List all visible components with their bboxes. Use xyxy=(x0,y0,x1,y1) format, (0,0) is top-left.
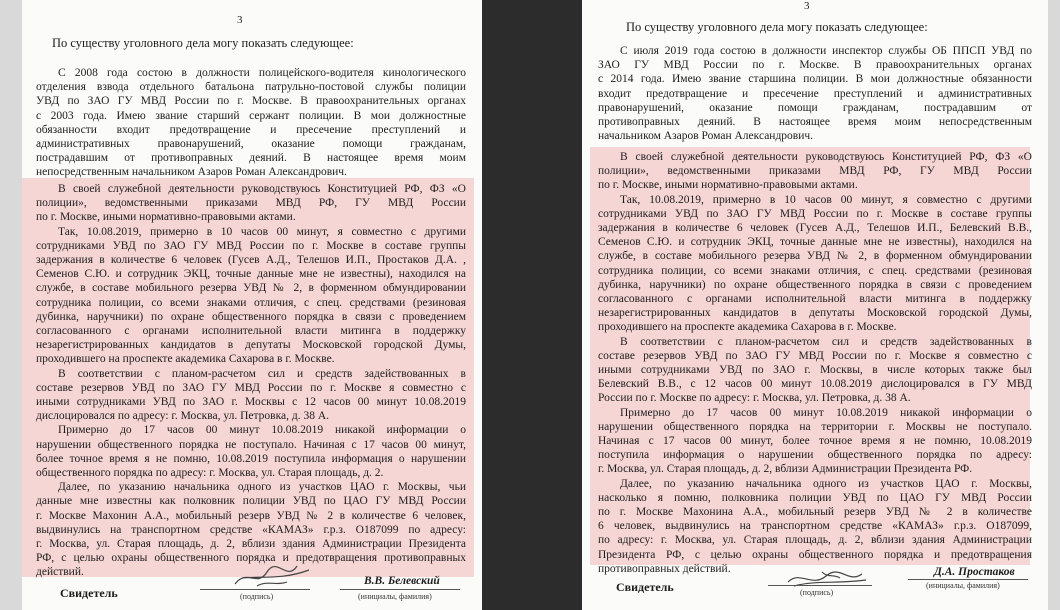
text-line: выдвинулись на транспортном средстве «КАМАЗ» г.р.з. О187099 по адресу: xyxy=(36,523,466,536)
text-line: противоправных деяний. В настоящее время моим непосредственным xyxy=(598,116,1032,129)
text-line: Далее, по указанию начальника одного из участков ЦАО г. Москвы, чьи xyxy=(58,481,466,494)
text-line: дубинка, наручники) по охране общественного порядка в связи с проведением xyxy=(598,278,1032,291)
text-line: Начиная с 17 часов 00 минут, более точное время я не помню, 10.08.2019 xyxy=(598,435,1032,448)
text-line: Так, 10.08.2019, примерно в 10 часов 00 минут, я совместно с другими xyxy=(58,225,466,238)
witness-label: Свидетель xyxy=(616,580,674,594)
text-line: службе, в составе мобильного резерва УВД № 2, в форменном обмундировании xyxy=(598,250,1032,263)
text-line: дислоцировался по адресу: г. Москва, ул. Петровка, д. 38 А. xyxy=(36,410,330,423)
text-line: Семенов С.Ю. и сотрудник ЭКЦ, точные данные мне не известны), находился на xyxy=(36,268,466,281)
text-line: В соответствии с планом-расчетом сил и средств задействованных в xyxy=(58,367,466,380)
text-line: нарушении общественного порядка на территории г. Москвы не поступало. xyxy=(598,420,1032,433)
text-line: России по г. Москве по адресу: г. Москва, ул. Петровка, д. 38 А. xyxy=(598,392,911,405)
text-line: насколько я помню, полковника полиции УВД по ЦАО ГУ МВД России xyxy=(598,491,1032,504)
viewer-background-left xyxy=(0,0,22,610)
text-line: более точное время я не помню, 10.08.2019 поступила информация о нарушении xyxy=(36,452,466,465)
viewer-background-right xyxy=(1048,0,1060,610)
witness-label: Свидетель xyxy=(60,586,118,600)
highlighted-text-block xyxy=(598,150,1032,576)
text-line: задержания в количестве 6 человек (Гусев А.Д., Телешов И.П., Белевский В.В., xyxy=(598,222,1032,235)
text-line: сотрудниками УВД по ЗАО ГУ МВД России по г. Москве в составе группы xyxy=(598,207,1032,220)
text-line: противоправных действий. xyxy=(598,562,731,575)
text-line: С 2008 года состою в должности полицейского-водителя кинологического xyxy=(58,67,466,79)
text-line: Так, 10.08.2019, примерно в 10 часов 00 минут, я совместно с другими xyxy=(620,193,1032,206)
text-line: РФ, с целью охраны общественного порядка и предотвращения противоправных xyxy=(36,552,466,565)
name-line xyxy=(340,589,460,590)
text-line: иными сотрудниками УВД по ЗАО г. Москвы с 12 часов 00 минут 10.08.2019 xyxy=(36,396,466,409)
top-text-block xyxy=(598,44,1032,143)
text-line: незарегистрированных кандидатов в депутаты Московской городской Думы, xyxy=(36,339,466,352)
text-line: составе резервов УВД по ЗАО ГУ МВД России по г. Москве я совместно с xyxy=(598,349,1032,362)
page-gap xyxy=(482,0,582,610)
top-text-block xyxy=(36,66,466,180)
document-page-right xyxy=(582,0,1048,610)
name-caption: (инициалы, фамилия) xyxy=(358,592,432,601)
text-line: согласованного с органами исполнительной власти митинга в поддержку xyxy=(36,325,466,338)
intro-heading: По существу уголовного дела могу показать следующее: xyxy=(626,20,928,34)
text-line: по г. Москве, иными нормативно-правовыми актами. xyxy=(36,211,296,224)
text-line: с 2014 года. Имею звание старшина полиции. В мои должностные обязанности xyxy=(598,73,1032,86)
text-line: Президента РФ, с целью охраны общественного порядка и предотвращения xyxy=(598,548,1032,561)
text-line: обязанности входит предотвращение и пресечение преступлений и xyxy=(36,123,466,136)
text-line: Семенов С.Ю. и сотрудник ЭКЦ, точные данные мне не известны), находился на xyxy=(598,236,1032,249)
text-line: административных правонарушений, оказание помощи гражданам, xyxy=(36,138,466,151)
text-line: проходившего на проспекте академика Сахарова в г. Москве. xyxy=(36,353,335,366)
signature-caption: (подпись) xyxy=(800,588,834,597)
witness-name: Д.А. Простаков xyxy=(934,566,1015,578)
text-line: по г. Москве Махонина А.А., мобильный резерв УВД № 2 в количестве xyxy=(598,506,1032,519)
text-line: сотрудника полиции, со всеми знаками отличия, с спец. средствами (резиновая xyxy=(36,296,466,309)
text-line: по адресу: г. Москва, ул. Старая площадь, д. 2, вблизи здания Администрации xyxy=(598,534,1032,547)
text-line: входит предотвращение и пресечение преступлений и административных xyxy=(598,87,1032,100)
text-line: УВД по ЗАО ГУ МВД России по г. Москве. В правоохранительных органах xyxy=(36,95,466,108)
text-line: проходившего на проспекте академика Сахарова в г. Москве. xyxy=(598,321,897,334)
text-line: полиции», ведомственными приказами МВД РФ, ГУ МВД России xyxy=(36,197,466,210)
name-line xyxy=(908,579,1028,580)
text-line: незарегистрированных кандидатов в депутаты Московской городской Думы, xyxy=(598,307,1032,320)
text-line: составе резервов УВД по ЗАО ГУ МВД России по г. Москве я совместно с xyxy=(36,381,466,394)
text-line: данные мне известны как полковник полиции УВД по ЦАО ГУ МВД России xyxy=(36,495,466,508)
highlighted-text-block xyxy=(36,182,466,580)
page-number: 3 xyxy=(237,14,243,26)
text-line: Белевский В.В., с 12 часов 00 минут 10.08.2019 дислоцировался в ГУ МВД xyxy=(598,378,1032,391)
text-line: полиции», ведомственными приказами МВД РФ, ГУ МВД России xyxy=(598,165,1032,178)
intro-heading: По существу уголовного дела могу показать следующее: xyxy=(52,36,354,50)
text-line: с 2003 года. Имею звание старший сержант полиции. В мои должностные xyxy=(36,109,466,122)
text-line: сотрудника полиции, со всеми знаками отличия, с спец. средствами (резиновая xyxy=(598,264,1032,277)
text-line: г. Москве Махонин А.А., мобильный резерв УВД № 2 в количестве 6 человек, xyxy=(36,509,466,522)
text-line: действий. xyxy=(36,566,84,579)
text-line: нарушении общественного порядка не поступало. Начиная с 17 часов 00 минут, xyxy=(36,438,466,451)
text-line: по г. Москве, иными нормативно-правовыми актами. xyxy=(598,179,858,192)
text-line: Далее, по указанию начальника одного из участков ЦАО г. Москвы, xyxy=(620,477,1032,490)
document-page-left xyxy=(22,0,482,610)
text-line: В своей служебной деятельности руководствуюсь Конституцией РФ, ФЗ «О xyxy=(620,151,1032,163)
text-line: г. Москва, ул. Старая площадь, д. 2, вблизи здания Администрации Президента xyxy=(36,538,466,551)
page-number: 3 xyxy=(804,0,810,12)
text-line: поступила информация о нарушении общественного порядка по адресу: xyxy=(598,449,1032,462)
signature-line xyxy=(200,589,310,590)
text-line: задержания в количестве 6 человек (Гусев А.Д., Телешов И.П., Простаков Д.А. , xyxy=(36,254,466,267)
witness-name: В.В. Белевский xyxy=(364,575,440,587)
text-line: Примерно до 17 часов 00 минут 10.08.2019 никакой информации о xyxy=(620,406,1032,419)
text-line: непосредственным начальником Азаров Роман Александрович. xyxy=(36,166,347,179)
text-line: согласованного с органами исполнительной власти митинга в поддержку xyxy=(598,293,1032,306)
signature-caption: (подпись) xyxy=(240,592,274,601)
text-line: В соответствии с планом-расчетом сил и средств задействованных в xyxy=(620,335,1032,348)
text-line: отделения взвода отдельного батальона патрульно-постовой службы полиции xyxy=(36,81,466,94)
text-line: пострадавшим от противоправных деяний. В настоящее время моим xyxy=(36,152,466,165)
text-line: иными сотрудниками УВД по ЗАО г. Москвы, в числе которых также был xyxy=(598,364,1032,377)
text-line: правонарушений, оказание помощи гражданам, пострадавшим от xyxy=(598,101,1032,114)
signature-line xyxy=(768,585,872,586)
text-line: Примерно до 17 часов 00 минут 10.08.2019 никакой информации о xyxy=(58,424,466,437)
text-line: ЗАО ГУ МВД России по г. Москве. В правоохранительных органах xyxy=(598,59,1032,72)
text-line: В своей служебной деятельности руководствуюсь Конституцией РФ, ФЗ «О xyxy=(58,183,466,195)
text-line: С июля 2019 года состою в должности инспектор службы ОБ ППСП УВД по xyxy=(620,45,1032,57)
text-line: дубинка, наручники) по охране общественного порядка в связи с проведением xyxy=(36,310,466,323)
text-line: службе, в составе мобильного резерва УВД № 2, в форменном обмундировании xyxy=(36,282,466,295)
name-caption: (инициалы, фамилия) xyxy=(926,581,1000,590)
handwritten-signature xyxy=(227,558,317,592)
text-line: 6 человек, выдвинулись на транспортном средстве «КАМАЗ» г.р.з. О187099, xyxy=(598,520,1032,533)
text-line: начальником Азаров Роман Александрович. xyxy=(598,130,814,143)
text-line: г. Москва, ул. Старая площадь, д. 2, вблизи Администрации Президента РФ. xyxy=(598,463,973,476)
text-line: общественного порядка по адресу: г. Москва, ул. Старая площадь, д. 2. xyxy=(36,467,384,480)
text-line: сотрудниками УВД по ЗАО ГУ МВД России по г. Москве в составе группы xyxy=(36,239,466,252)
